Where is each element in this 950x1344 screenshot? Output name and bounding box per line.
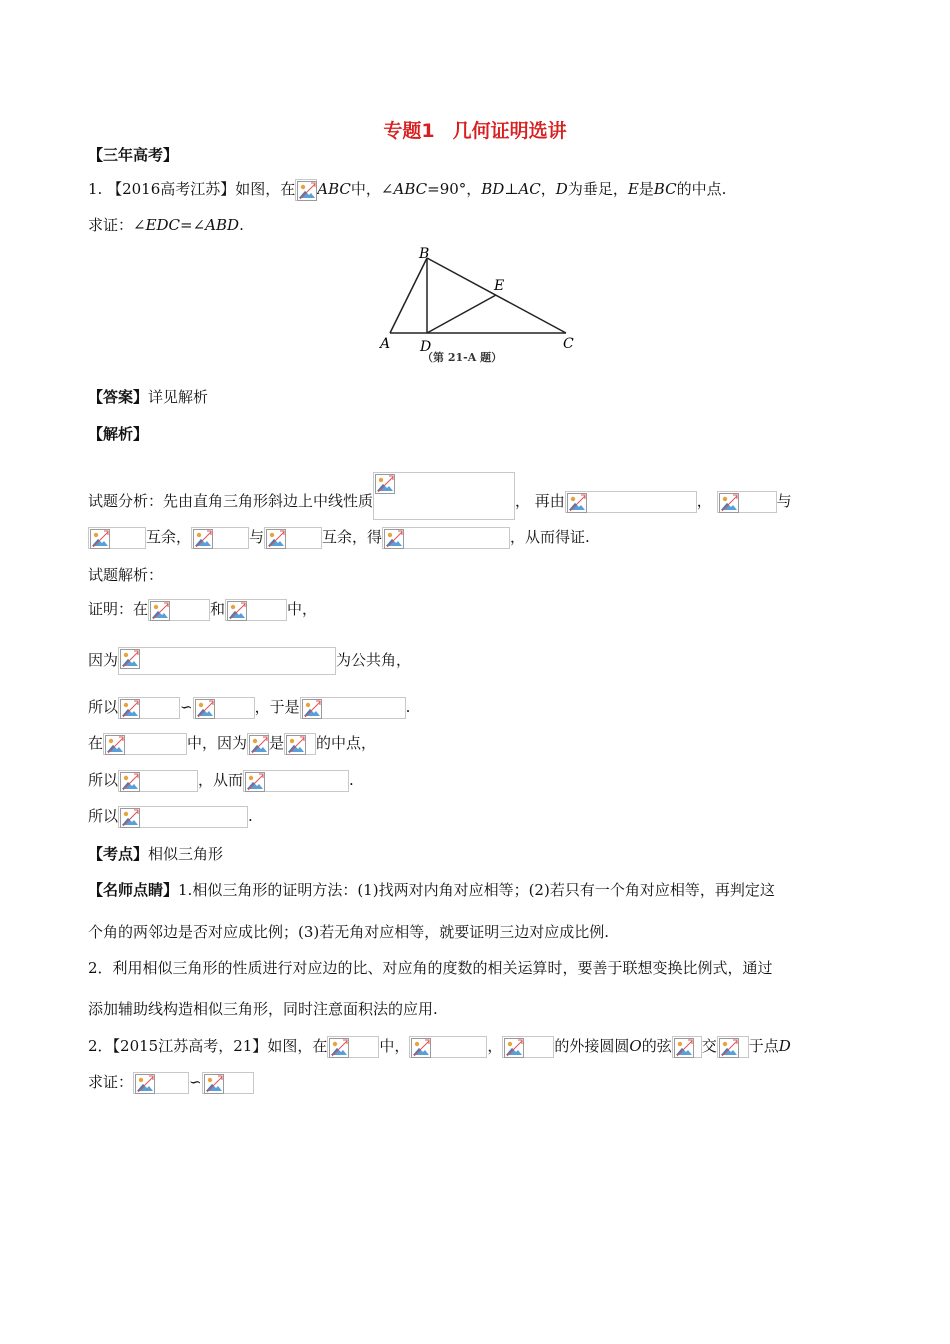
formula-image <box>118 806 248 828</box>
proof-line-3: 所以 ∽ ，于是 . <box>88 696 410 719</box>
title-sub: 几何证明选讲 <box>452 120 567 142</box>
broken-image-icon <box>295 179 317 201</box>
kaodian: 【考点】相似三角形 <box>88 845 224 863</box>
formula-image <box>672 1036 702 1058</box>
proof-line-4: 在 中，因为 是 的中点， <box>88 732 376 755</box>
formula-image <box>103 733 187 755</box>
label-c: C <box>563 336 574 352</box>
formula-image <box>118 697 180 719</box>
formula-image <box>133 1072 189 1094</box>
proof-line-6: 所以 . <box>88 805 253 828</box>
question-2: 2．【2015江苏高考，21】如图，在 中， ， 的外接圆圆O的弦 交 于点D <box>88 1035 791 1058</box>
formula-image <box>202 1072 254 1094</box>
tips-line-4: 添加辅助线构造相似三角形，同时注意面积法的应用. <box>88 1000 438 1018</box>
formula-image <box>148 599 210 621</box>
title-main: 专题1 <box>383 120 435 142</box>
question-1: 1. 【2016高考江苏】如图，在 ABC中，∠ABC=90°，BD⊥AC，D为垂足，E是BC的中点. <box>88 178 726 201</box>
triangle-figure <box>370 244 590 370</box>
formula-image <box>502 1036 554 1058</box>
formula-image <box>717 1036 749 1058</box>
formula-image <box>327 1036 379 1058</box>
label-d: D <box>420 339 432 355</box>
analysis-line-1: 试题分析：先由直角三角形斜边上中线性质 ， 再由 ， 与 <box>88 472 792 520</box>
section-header: 【三年高考】 <box>88 146 179 164</box>
question-1-prove: 求证：∠EDC=∠ABD. <box>88 216 244 234</box>
question-2-prove: 求证： ∽ <box>88 1071 254 1094</box>
tips-line-3: 2．利用相似三角形的性质进行对应边的比、对应角的度数的相关运算时，要善于联想变换比例式，通过 <box>88 959 773 977</box>
label-a: A <box>380 336 391 352</box>
formula-image <box>565 491 697 513</box>
formula-image <box>717 491 777 513</box>
proof-line-1: 证明：在 和 中， <box>88 598 317 621</box>
detail-label: 试题解析： <box>88 566 164 584</box>
answer: 【答案】详见解析 <box>88 388 209 406</box>
formula-image <box>118 647 336 675</box>
analysis-line-2: 互余， 与 互余，得 ，从而得证. <box>88 526 590 549</box>
label-b: B <box>419 246 430 262</box>
formula-image <box>191 527 249 549</box>
formula-image <box>225 599 287 621</box>
formula-image <box>284 733 316 755</box>
formula-image <box>300 697 406 719</box>
proof-line-5: 所以 ，从而 . <box>88 769 354 792</box>
formula-image <box>264 527 322 549</box>
formula-image <box>247 733 269 755</box>
formula-image <box>193 697 255 719</box>
formula-image <box>88 527 146 549</box>
formula-image <box>409 1036 487 1058</box>
figure-caption: （第 21-A 题） <box>422 351 503 364</box>
formula-image <box>382 527 510 549</box>
label-e: E <box>494 278 505 294</box>
page-title <box>0 116 950 143</box>
formula-image <box>373 472 515 520</box>
tips-line-2: 个角的两邻边是否对应成比例；(3)若无角对应相等，就要证明三边对应成比例. <box>88 923 610 941</box>
formula-image <box>243 770 349 792</box>
tips-line-1: 【名师点睛】1.相似三角形的证明方法：(1)找两对内角对应相等；(2)若只有一个角对应相等，再判定这 <box>88 881 775 899</box>
proof-line-2: 因为 为公共角， <box>88 647 411 675</box>
analysis-label: 【解析】 <box>88 425 149 443</box>
formula-image <box>118 770 198 792</box>
